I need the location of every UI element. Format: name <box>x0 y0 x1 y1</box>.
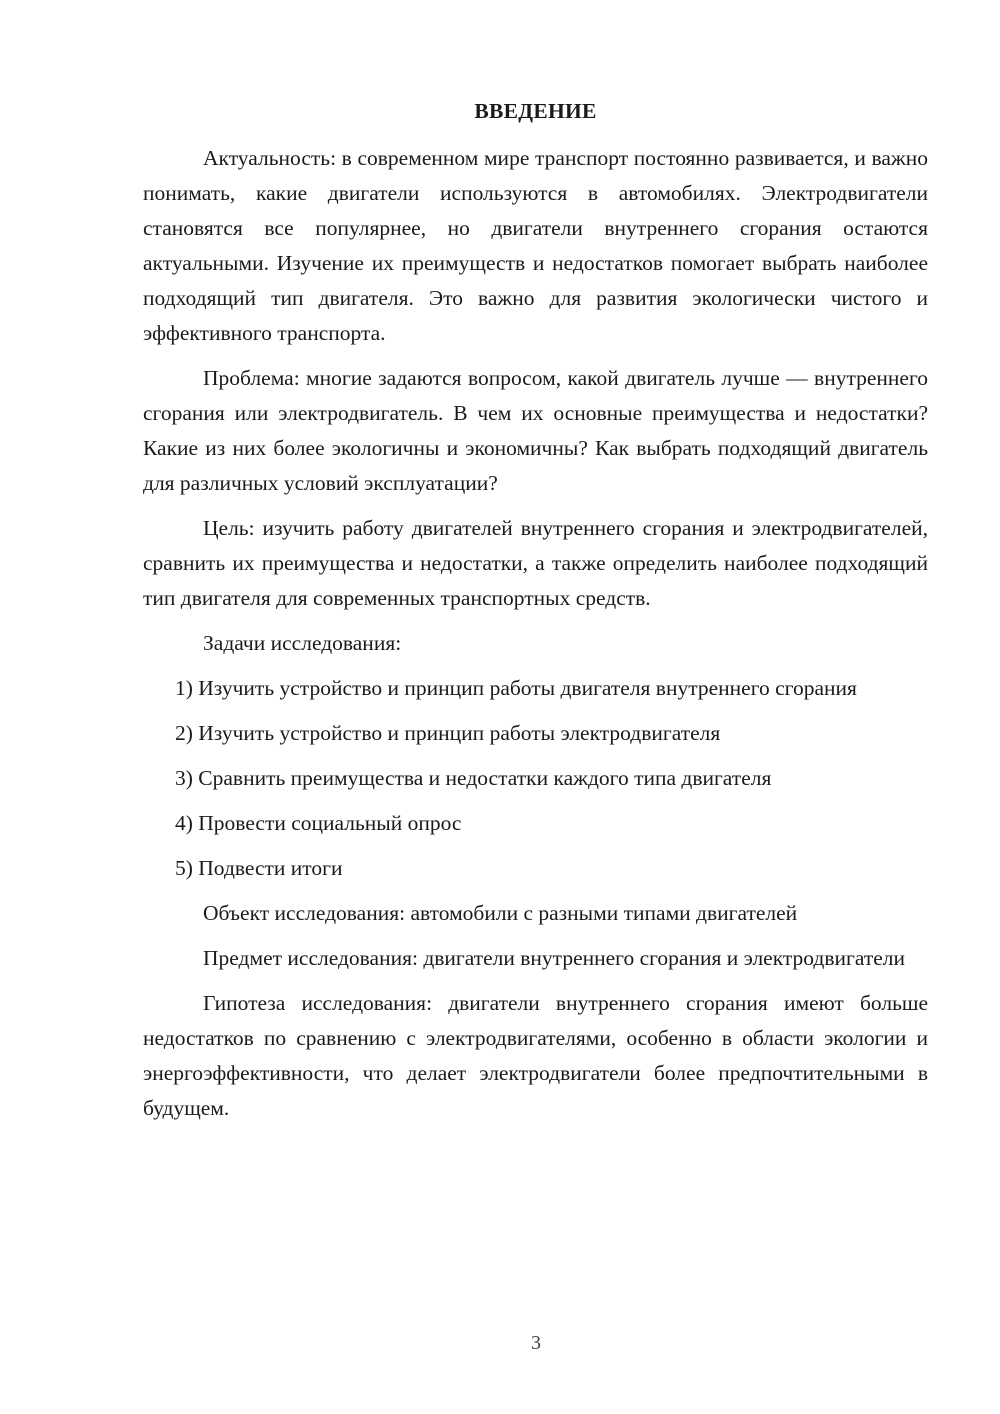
paragraph-tasks-heading: Задачи исследования: <box>203 631 402 655</box>
task-item-4: 4) Провести социальный опрос <box>175 811 462 835</box>
paragraph-hypothesis: Гипотеза исследования: двигатели внутреннего сгорания имеют больше недостатков по сравнению с электродвигателями, особенно в области экологии и энергоэффективности, что делает электродвигатели более предпочтительными в будущем. <box>143 991 928 1120</box>
page-title: ВВЕДЕНИЕ <box>474 99 597 123</box>
page-number: 3 <box>531 1332 541 1354</box>
task-item-5: 5) Подвести итоги <box>175 856 343 880</box>
paragraph-object: Объект исследования: автомобили с разными типами двигателей <box>203 901 798 925</box>
paragraph-goal: Цель: изучить работу двигателей внутреннего сгорания и электродвигателей, сравнить их преимущества и недостатки, а также определить наиболее подходящий тип двигателя для современных транспортных средств. <box>143 516 928 610</box>
task-item-3: 3) Сравнить преимущества и недостатки каждого типа двигателя <box>175 766 772 790</box>
task-item-2: 2) Изучить устройство и принцип работы электродвигателя <box>175 721 721 745</box>
document-page <box>143 94 928 1136</box>
paragraph-relevance: Актуальность: в современном мире транспорт постоянно развивается, и важно понимать, какие двигатели используются в автомобилях. Электродвигатели становятся все популярнее, но двигатели внутреннего сгорания остаются актуальными. Изучение их преимуществ и недостатков помогает выбрать наиболее подходящий тип двигателя. Это важно для развития экологически чистого и эффективного транспорта. <box>143 146 928 345</box>
paragraph-problem: Проблема: многие задаются вопросом, какой двигатель лучше — внутреннего сгорания или электродвигатель. В чем их основные преимущества и недостатки? Какие из них более экологичны и экономичны? Как выбрать подходящий двигатель для различных условий эксплуатации? <box>143 366 928 495</box>
task-item-1: 1) Изучить устройство и принцип работы двигателя внутреннего сгорания <box>175 676 857 700</box>
paragraph-subject: Предмет исследования: двигатели внутреннего сгорания и электродвигатели <box>203 946 906 970</box>
